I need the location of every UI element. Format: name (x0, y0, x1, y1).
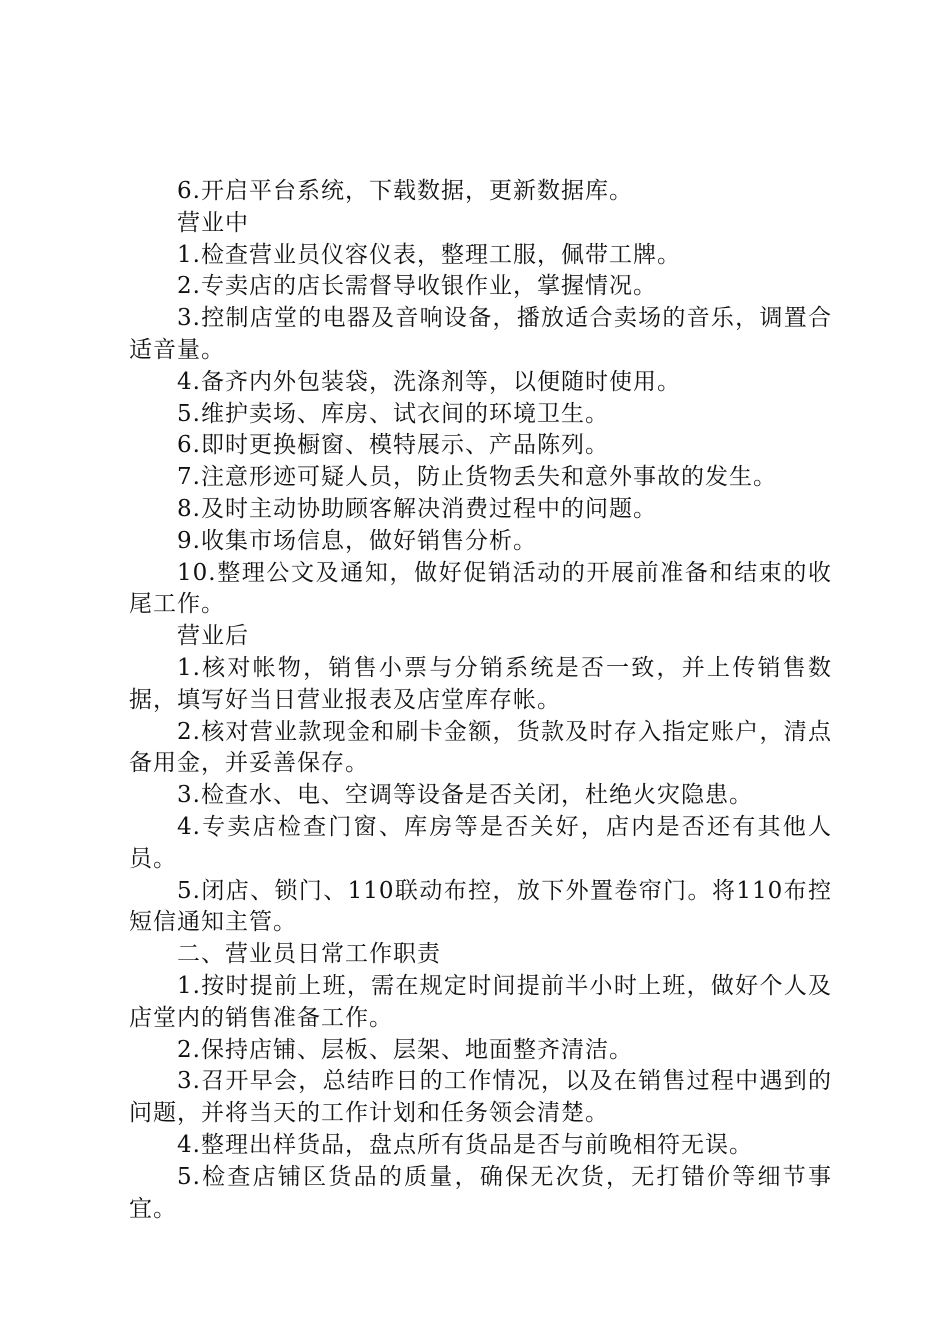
paragraph: 4.整理出样货品，盘点所有货品是否与前晚相符无误。 (177, 1131, 753, 1158)
paragraph: 8.及时主动协助顾客解决消费过程中的问题。 (177, 495, 657, 522)
paragraph: 3.控制店堂的电器及音响设备，播放适合卖场的音乐，调置合适音量。 (129, 305, 832, 363)
paragraph: 3.检查水、电、空调等设备是否关闭，杜绝火灾隐患。 (177, 782, 753, 809)
paragraph: 5.维护卖场、库房、试衣间的环境卫生。 (177, 400, 609, 427)
paragraph: 4.专卖店检查门窗、库房等是否关好，店内是否还有其他人员。 (129, 813, 832, 872)
paragraph: 1.按时提前上班，需在规定时间提前半小时上班，做好个人及店堂内的销售准备工作。 (129, 972, 832, 1031)
section-heading: 二、营业员日常工作职责 (177, 941, 441, 968)
paragraph: 1.检查营业员仪容仪表，整理工服，佩带工牌。 (177, 241, 681, 268)
paragraph: 1.核对帐物，销售小票与分销系统是否一致，并上传销售数据，填写好当日营业报表及店堂库存帐。 (129, 654, 832, 713)
paragraph: 4.备齐内外包装袋，洗涤剂等，以便随时使用。 (177, 368, 681, 395)
paragraph: 2.核对营业款现金和刷卡金额，货款及时存入指定账户，清点备用金，并妥善保存。 (129, 718, 832, 777)
paragraph: 10.整理公文及通知，做好促销活动的开展前准备和结束的收尾工作。 (129, 559, 832, 618)
document-body (129, 176, 832, 1225)
section-heading: 营业中 (177, 209, 249, 236)
paragraph: 2.保持店铺、层板、层架、地面整齐清洁。 (177, 1036, 633, 1063)
paragraph: 2.专卖店的店长需督导收银作业，掌握情况。 (177, 273, 657, 300)
paragraph: 9.收集市场信息，做好销售分析。 (177, 527, 537, 554)
paragraph: 6.即时更换橱窗、模特展示、产品陈列。 (177, 432, 609, 459)
section-heading: 营业后 (177, 623, 249, 650)
paragraph: 6.开启平台系统，下载数据，更新数据库。 (177, 178, 633, 204)
paragraph: 7.注意形迹可疑人员，防止货物丢失和意外事故的发生。 (177, 464, 777, 491)
paragraph: 5.检查店铺区货品的质量，确保无次货，无打错价等细节事宜。 (129, 1163, 832, 1222)
paragraph: 3.召开早会，总结昨日的工作情况，以及在销售过程中遇到的问题，并将当天的工作计划和任务领会清楚。 (129, 1068, 832, 1127)
paragraph: 5.闭店、锁门、110联动布控，放下外置卷帘门。将110布控短信通知主管。 (129, 877, 832, 936)
